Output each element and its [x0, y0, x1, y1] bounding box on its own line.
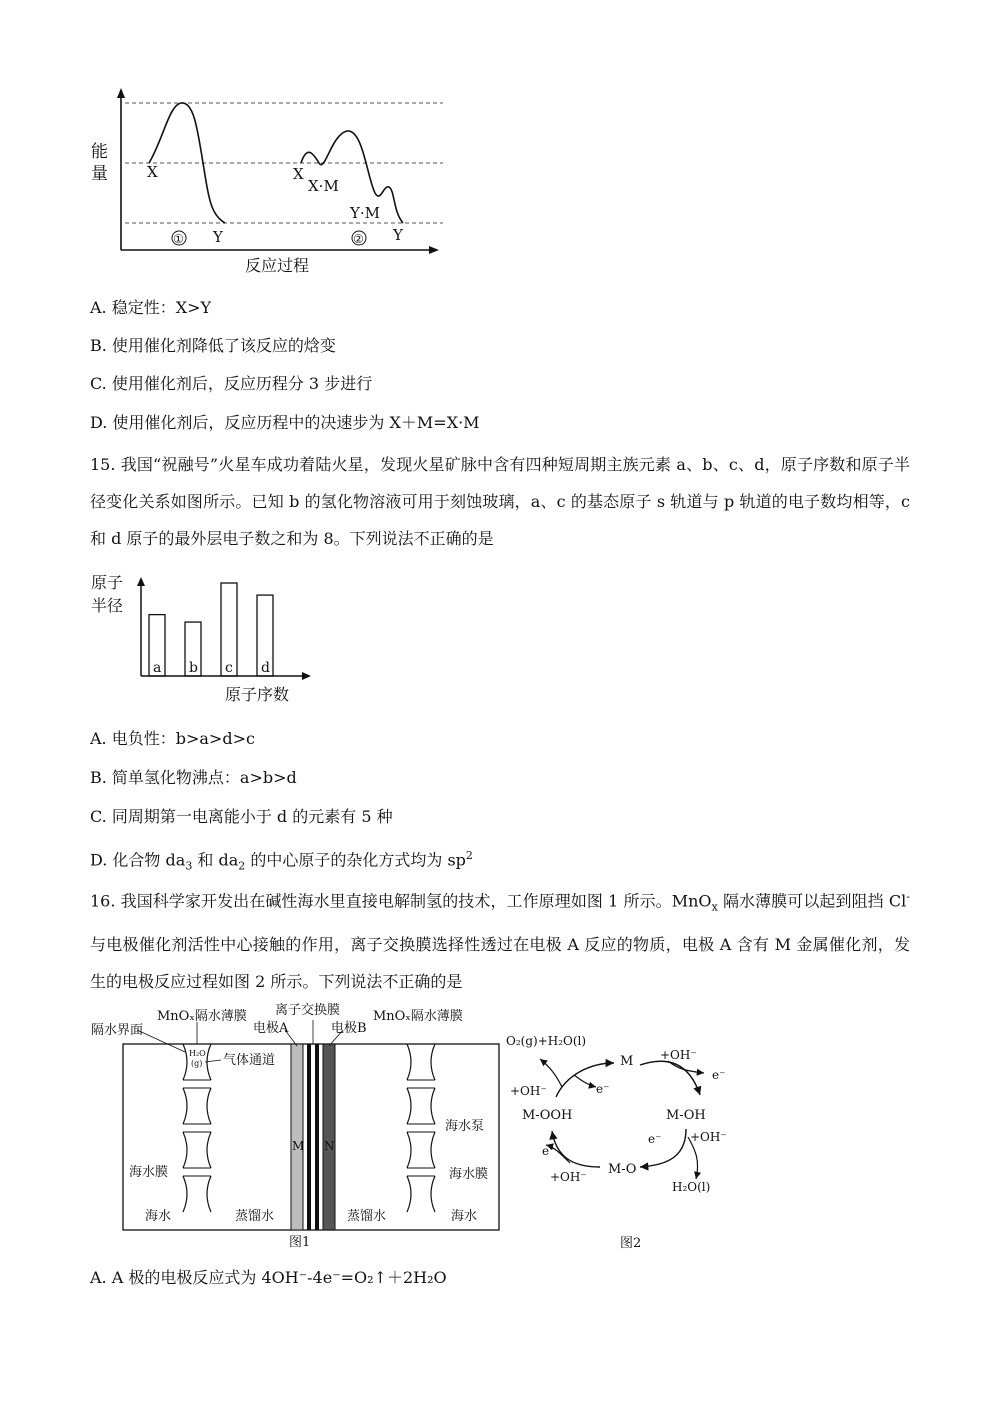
electrode-a — [291, 1044, 303, 1230]
product-e-bottom-left: e⁻ — [542, 1144, 556, 1158]
energy-x-arrow — [429, 246, 439, 254]
q15-d-pre: D. 化合物 da — [90, 850, 186, 870]
q14-option-d: D. 使用催化剂后，反应历程中的决速步为 X＋M=X·M — [90, 413, 480, 432]
energy-ylabel-2: 量 — [91, 164, 108, 184]
figure1-electrolyzer — [85, 1000, 515, 1255]
arrow-mo-to-mooh — [552, 1131, 600, 1167]
q14-option-a: A. 稳定性：X>Y — [90, 298, 212, 317]
radius-xlabel: 原子序数 — [225, 685, 290, 704]
label-distilled-left: 蒸馏水 — [235, 1209, 275, 1224]
reagent-oh-top: +OH⁻ — [660, 1048, 697, 1062]
label-y-end: Y — [213, 228, 223, 246]
species-mooh: M-OOH — [522, 1108, 573, 1123]
arrow-e-left — [574, 1075, 596, 1087]
path2-number: ② — [353, 232, 364, 246]
q16-stem — [90, 878, 910, 1000]
label-interface: 隔水界面 — [91, 1023, 144, 1038]
leader-interface — [137, 1030, 185, 1052]
exchange-membrane-1 — [307, 1044, 311, 1230]
bar-label-a: a — [153, 660, 162, 676]
q14-option-b: B. 使用催化剂降低了该反应的焓变 — [90, 336, 336, 355]
label-seawater-membrane-left: 海水膜 — [129, 1165, 169, 1180]
q15-option-b: B. 简单氢化物沸点：a>b>d — [90, 768, 297, 787]
q15-d-mid: 和 da — [192, 850, 239, 870]
exchange-membrane-2 — [315, 1044, 319, 1230]
q15-stem: 15. 我国“祝融号”火星车成功着陆火星，发现火星矿脉中含有四种短周期主族元素 a、b、c、d，原子序数和原子半径变化关系如图所示。已知 b 的氢化物溶液可用于刻蚀玻璃，a、c 的基态原子 s 轨道与 p 轨道的电子数均相等，c 和 d 原子的最外层电子数之和为 8。下列说法不正确的是 — [90, 455, 910, 548]
label-seawater-right: 海水 — [451, 1209, 478, 1224]
reagent-oh-right: +OH⁻ — [690, 1130, 727, 1144]
radius-ylabel-2: 半径 — [91, 596, 124, 615]
energy-profile-figure — [85, 85, 455, 280]
label-electrode-a: 电极A — [253, 1021, 289, 1036]
arrow-moh-to-mo — [640, 1129, 686, 1167]
arrow-m-to-moh — [640, 1061, 700, 1095]
left-membrane-column — [183, 1044, 211, 1212]
label-exchange: 离子交换膜 — [275, 1003, 341, 1018]
label-electrode-b: 电极B — [331, 1021, 367, 1036]
label-pump: 海水泵 — [445, 1119, 485, 1134]
label-x-start: X — [147, 163, 158, 181]
label-ym: Y·M — [350, 204, 381, 222]
product-e-top: e⁻ — [712, 1068, 726, 1082]
arrow-o2-out — [540, 1059, 562, 1087]
figure2-catalytic-cycle — [500, 1025, 740, 1255]
label-seawater-membrane-right: 海水膜 — [449, 1167, 489, 1182]
bar-label-c: c — [225, 660, 233, 676]
electrode-b — [323, 1044, 335, 1230]
figure2-caption: 图2 — [620, 1236, 642, 1251]
energy-ylabel-1: 能 — [91, 142, 108, 162]
label-g: (g) — [191, 1059, 203, 1068]
label-mnox-right: MnOₓ隔水薄膜 — [373, 1009, 463, 1024]
q15-d-post: 的中心原子的杂化方式均为 sp — [245, 850, 466, 870]
radius-bar-chart — [85, 568, 325, 708]
bar-label-b: b — [189, 660, 198, 676]
label-y-cat: Y — [393, 226, 403, 244]
species-moh: M-OH — [666, 1108, 706, 1123]
species-m: M — [620, 1054, 634, 1069]
q16-stem-pre: 16. 我国科学家开发出在碱性海水里直接电解制氢的技术，工作原理如图 1 所示。MnO — [90, 891, 712, 911]
q15-option-c: C. 同周期第一电离能小于 d 的元素有 5 种 — [90, 807, 393, 826]
label-x-cat: X — [293, 165, 304, 183]
figure1-caption: 图1 — [289, 1235, 311, 1250]
product-h2o: H₂O(l) — [672, 1180, 711, 1194]
label-xm: X·M — [308, 177, 339, 195]
energy-xlabel: 反应过程 — [245, 256, 310, 275]
reagent-oh-left: +OH⁻ — [510, 1084, 547, 1098]
right-membrane-column — [407, 1044, 435, 1212]
radius-y-arrow — [137, 577, 145, 586]
q16-stem-mid: 隔水薄膜可以起到阻挡 Cl — [717, 891, 907, 911]
q15-option-d — [90, 846, 473, 877]
energy-y-arrow — [117, 88, 125, 98]
label-mnox-left: MnOₓ隔水薄膜 — [157, 1009, 247, 1024]
species-mo: M-O — [608, 1162, 637, 1177]
reagent-oh-bottom: +OH⁻ — [550, 1170, 587, 1184]
product-e-right: e⁻ — [648, 1132, 662, 1146]
label-distilled-right: 蒸馏水 — [347, 1209, 387, 1224]
product-e-left: e⁻ — [596, 1082, 610, 1096]
q14-option-c: C. 使用催化剂后，反应历程分 3 步进行 — [90, 374, 373, 393]
q15-option-a: A. 电负性：b>a>d>c — [90, 729, 255, 748]
q15-d-sub1: 3 — [185, 859, 193, 873]
q15-d-sub2: 2 — [238, 859, 246, 873]
label-m: M — [292, 1139, 305, 1153]
q16-stem-x: x — [711, 900, 718, 914]
q16-stem-minus: - — [906, 890, 910, 903]
species-o2: O₂(g)+H₂O(l) — [506, 1034, 587, 1048]
label-n: N — [324, 1139, 335, 1153]
label-seawater-left: 海水 — [145, 1209, 172, 1224]
label-gas-channel: 气体通道 — [223, 1053, 276, 1068]
bar-label-d: d — [261, 660, 270, 676]
radius-ylabel-1: 原子 — [91, 573, 124, 592]
q15-d-sup: 2 — [465, 849, 473, 862]
radius-x-arrow — [302, 672, 311, 680]
label-h2o: H₂O — [189, 1049, 206, 1058]
q16-option-a: A. A 极的电极反应式为 4OH⁻-4e⁻=O₂↑＋2H₂O — [90, 1268, 447, 1287]
path1-number: ① — [173, 232, 184, 246]
q16-stem-post: 与电极催化剂活性中心接触的作用，离子交换膜选择性透过在电极 A 反应的物质，电极 A 含有 M 金属催化剂，发生的电极反应过程如图 2 所示。下列说法不正确的是 — [90, 934, 910, 991]
